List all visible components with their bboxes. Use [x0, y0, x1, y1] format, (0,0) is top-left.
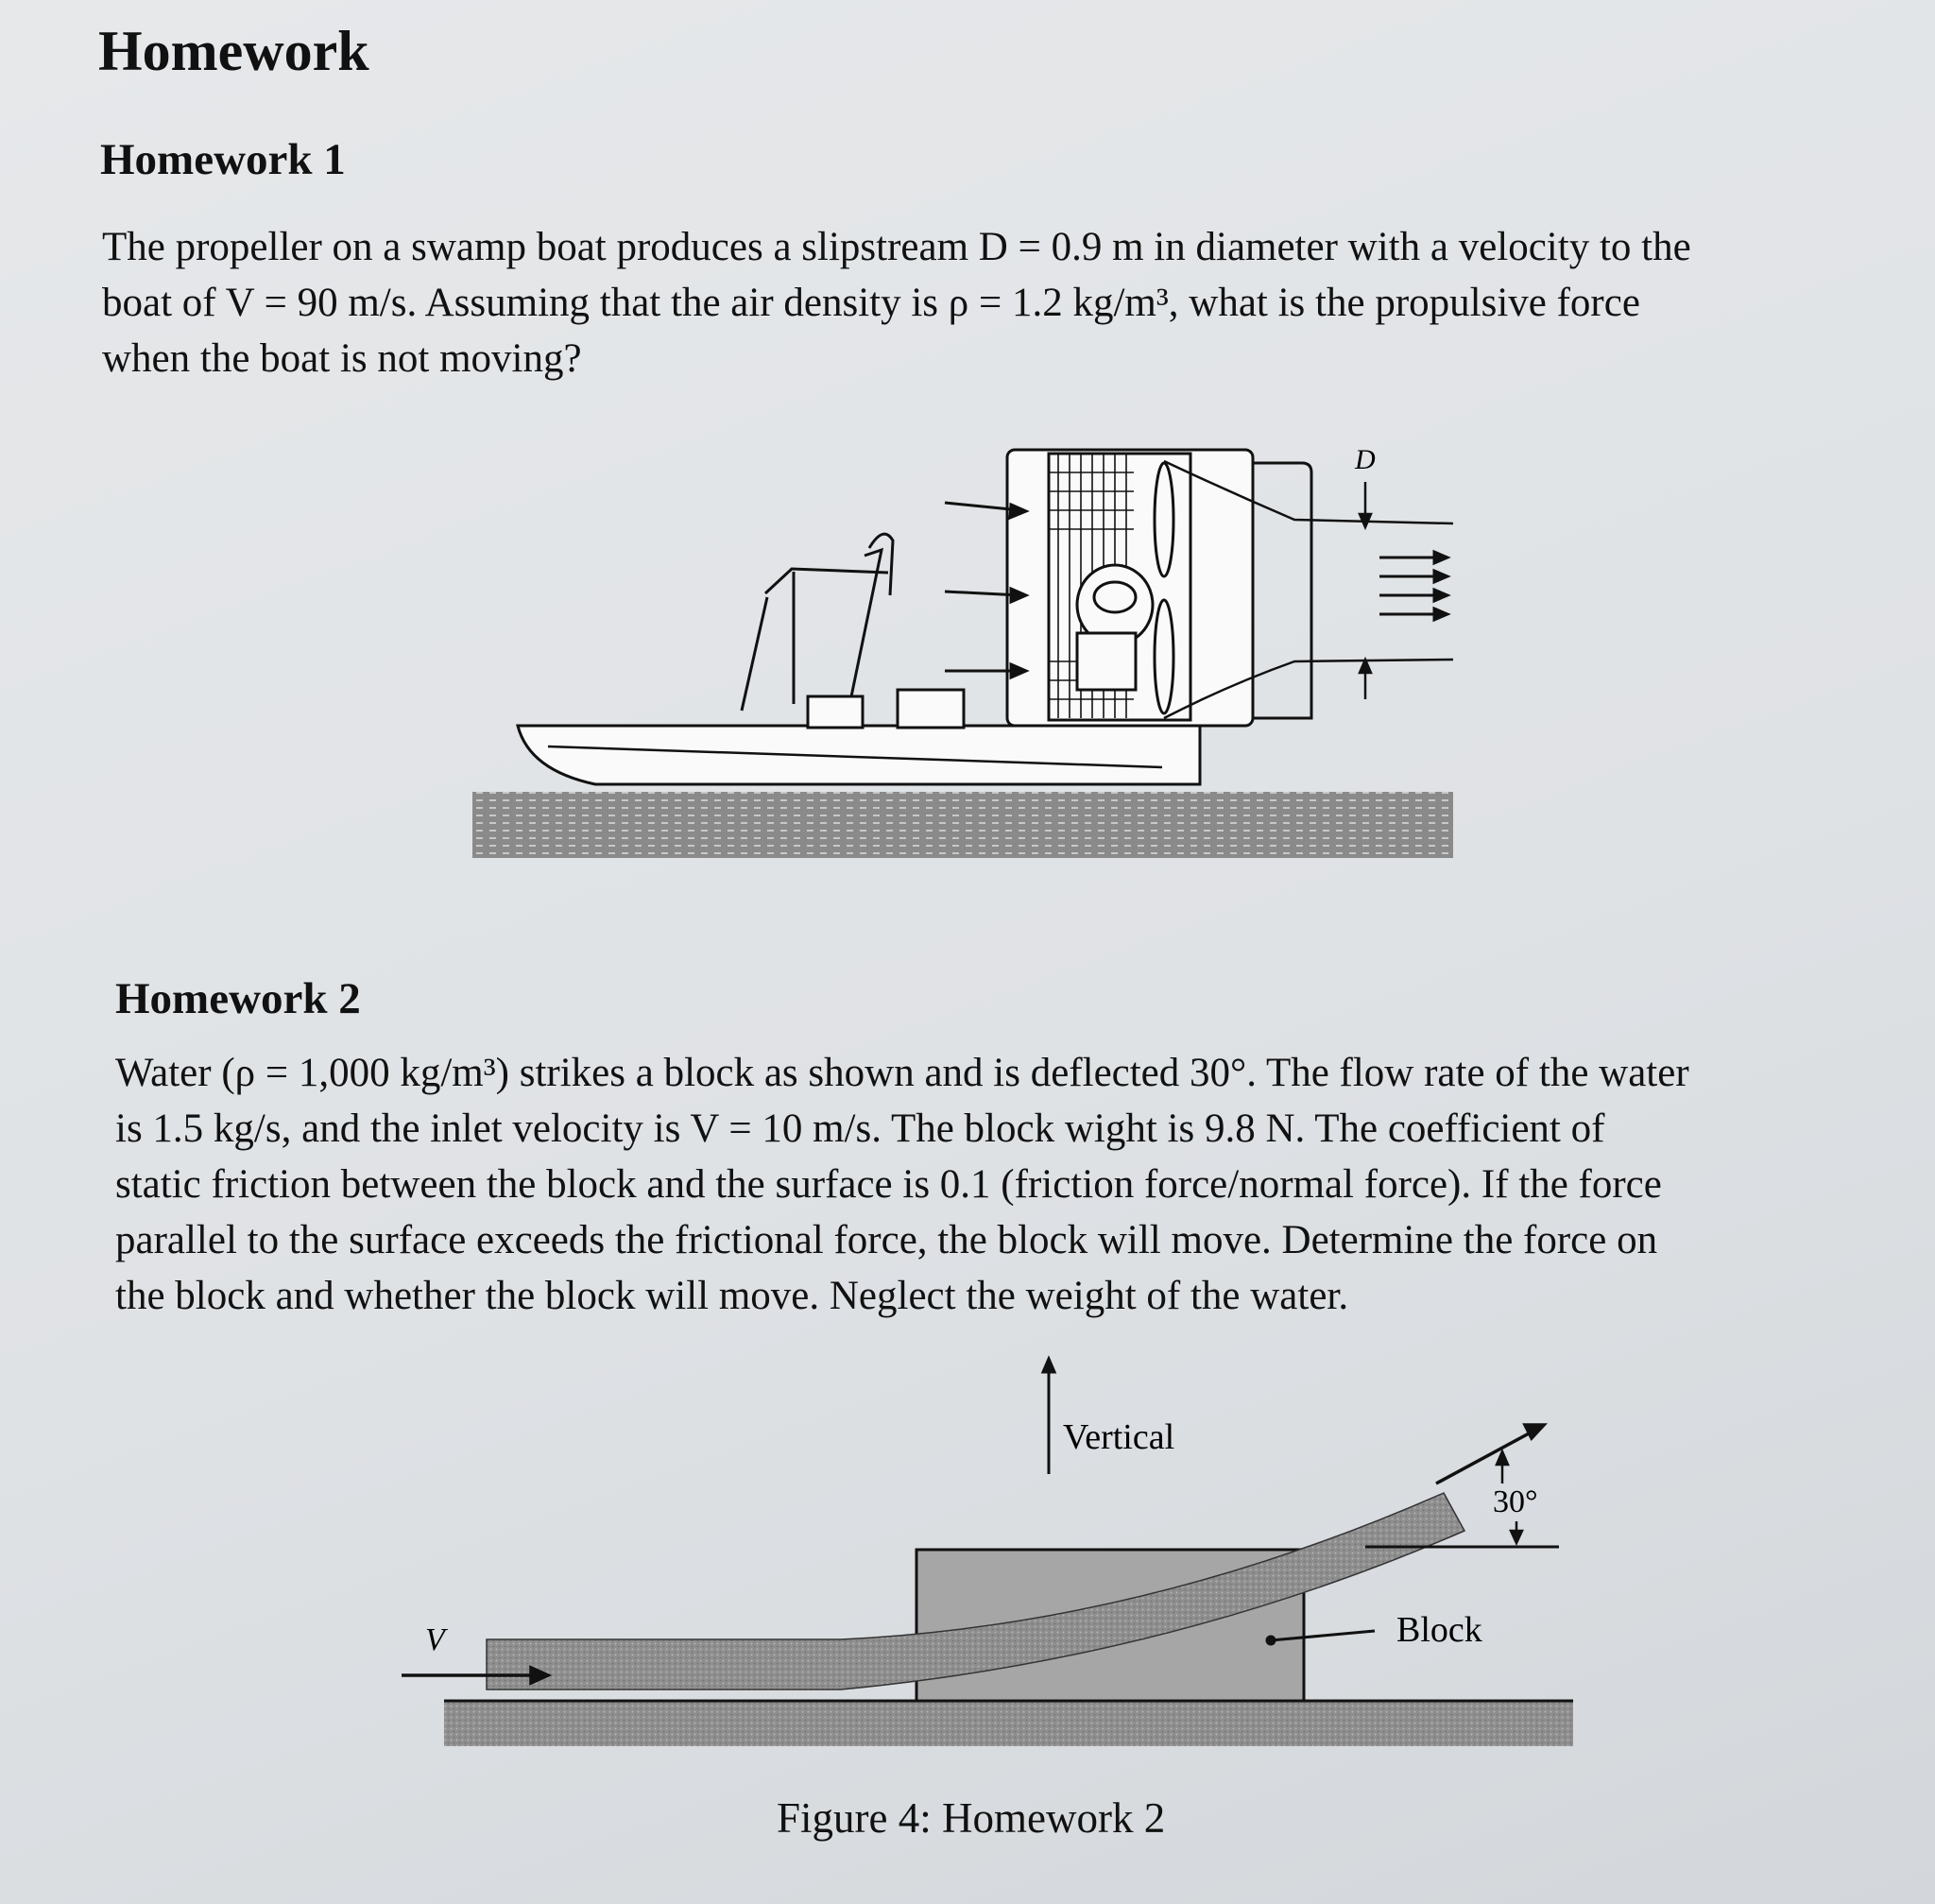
problem-line: is 1.5 kg/s, and the inlet velocity is V = 10 m/s. The block wight is 9.8 N. The coefficient of	[115, 1106, 1605, 1151]
vertical-arrow	[1043, 1359, 1054, 1474]
problem-line: parallel to the surface exceeds the frictional force, the block will move. Determine the force on	[115, 1218, 1658, 1262]
problem-line: The propeller on a swamp boat produces a slipstream D = 0.9 m in diameter with a velocity to the	[102, 225, 1691, 269]
figure-caption: Figure 4: Homework 2	[777, 1794, 1166, 1842]
homework-2-heading: Homework 2	[115, 974, 361, 1023]
problem-line: Water (ρ = 1,000 kg/m³) strikes a block as shown and is deflected 30°. The flow rate of the water	[115, 1051, 1689, 1095]
homework-2-problem-text	[115, 1045, 1841, 1324]
block-label: Block	[1396, 1610, 1482, 1650]
homework-1-problem-text	[102, 219, 1812, 386]
problem-line: boat of V = 90 m/s. Assuming that the air density is ρ = 1.2 kg/m³, what is the propulsive force	[102, 281, 1640, 325]
swamp-boat-figure	[463, 435, 1474, 860]
problem-line: when the boat is not moving?	[102, 336, 582, 381]
diameter-label: D	[1355, 444, 1376, 475]
outflow-arrow	[1436, 1425, 1544, 1484]
driver-seat	[742, 534, 964, 728]
boat-hull	[518, 726, 1200, 784]
homework-1-heading: Homework 1	[100, 135, 346, 184]
outflow-arrows	[1379, 552, 1447, 620]
angle-label: 30°	[1493, 1484, 1538, 1519]
ground-surface	[444, 1701, 1573, 1746]
problem-line: the block and whether the block will move. Neglect the weight of the water.	[115, 1274, 1349, 1318]
vertical-label: Vertical	[1063, 1417, 1175, 1457]
problem-line: static friction between the block and the surface is 0.1 (friction force/normal force). If the force	[115, 1162, 1662, 1207]
velocity-label: V	[425, 1622, 445, 1657]
water-surface	[472, 792, 1453, 858]
page-title: Homework	[98, 20, 369, 82]
diameter-dimension	[1360, 482, 1371, 699]
water-jet-block-figure	[387, 1342, 1587, 1776]
